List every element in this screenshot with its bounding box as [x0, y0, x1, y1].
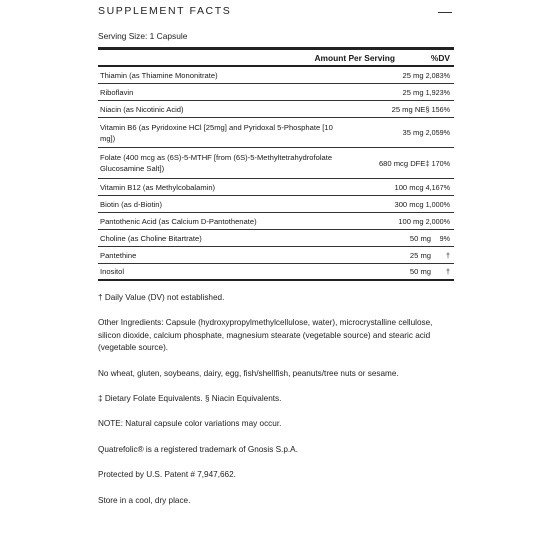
section-header[interactable]	[98, 2, 454, 20]
nutrient-amount: 25 mg	[402, 70, 424, 80]
nutrient-name: Choline (as Choline Bitartrate)	[100, 233, 202, 243]
trademark-note: Quatrefolic® is a registered trademark of Gnosis S.p.A.	[98, 444, 298, 454]
nutrient-dv: 4,167%	[425, 182, 450, 192]
nutrient-amount: 680 mcg DFE‡	[378, 158, 430, 168]
nutrient-amount: 50 mg	[409, 233, 431, 243]
nutrient-dv: 2,000%	[425, 216, 450, 226]
dv-footnote: † Daily Value (DV) not established.	[98, 293, 225, 302]
column-header-amount: Amount Per Serving	[314, 52, 395, 63]
color-note: NOTE: Natural capsule color variations may occur.	[98, 419, 282, 429]
nutrient-name: Pantethine	[100, 250, 137, 260]
nutrient-amount: 100 mcg	[394, 182, 424, 192]
table-row	[98, 247, 454, 264]
table-row	[98, 196, 454, 213]
table-row	[98, 101, 454, 118]
equivalents-footnote: ‡ Dietary Folate Equivalents. § Niacin Equivalents.	[98, 394, 282, 404]
nutrient-name: Vitamin B6 (as Pyridoxine HCl [25mg] and Pyridoxal 5-Phosphate [10 mg])	[100, 122, 333, 143]
nutrient-amount: 25 mg NE§	[391, 104, 430, 114]
nutrient-dv: 1,923%	[425, 87, 450, 97]
nutrient-amount: 50 mg	[409, 267, 431, 276]
nutrient-name: Inositol	[100, 267, 125, 276]
nutrient-dv: †	[446, 250, 450, 260]
nutrient-dv: 156%	[431, 104, 450, 114]
section-title: SUPPLEMENT FACTS	[98, 5, 232, 17]
nutrient-name: Vitamin B12 (as Methylcobalamin)	[100, 182, 216, 192]
allergen-statement: No wheat, gluten, soybeans, dairy, egg, fish/shellfish, peanuts/tree nuts or sesame.	[98, 368, 399, 378]
table-row	[98, 179, 454, 196]
facts-table-header	[98, 50, 454, 67]
label-notes	[98, 292, 454, 520]
table-row	[98, 148, 454, 179]
nutrient-amount: 25 mg	[409, 250, 431, 260]
nutrient-dv: 2,083%	[425, 70, 450, 80]
nutrient-name: Riboflavin	[100, 87, 134, 97]
table-row	[98, 118, 454, 148]
nutrient-dv: †	[446, 267, 450, 276]
nutrient-dv: 170%	[431, 158, 450, 168]
nutrient-dv: 1,000%	[425, 199, 450, 209]
table-row	[98, 264, 454, 281]
nutrient-name: Thiamin (as Thiamine Mononitrate)	[100, 70, 218, 80]
storage-note: Store in a cool, dry place.	[98, 495, 191, 505]
patent-note: Protected by U.S. Patent # 7,947,662.	[98, 470, 236, 480]
nutrient-amount: 35 mg	[402, 128, 424, 137]
serving-size: Serving Size: 1 Capsule	[98, 31, 188, 41]
table-row	[98, 67, 454, 84]
table-row	[98, 213, 454, 230]
collapse-icon[interactable]: —	[438, 3, 452, 19]
facts-table	[98, 47, 454, 281]
nutrient-amount: 300 mcg	[394, 199, 424, 209]
table-row	[98, 230, 454, 247]
column-header-dv: %DV	[430, 52, 450, 63]
nutrient-name: Folate (400 mcg as (6S)-5-MTHF [from (6S)-5-Methyltetrahydrofolate Glucosamine Salt])	[100, 153, 333, 173]
table-row	[98, 84, 454, 101]
nutrient-dv: 2,059%	[425, 128, 450, 137]
other-ingredients: Other Ingredients: Capsule (hydroxypropylmethylcellulose, water), microcrystalline cellulose, silicon dioxide, calcium phosphate, magnesium stearate (vegetable source) and stearic acid (vegetable source).	[98, 318, 433, 353]
nutrient-amount: 25 mg	[402, 87, 424, 97]
nutrient-name: Biotin (as d-Biotin)	[100, 199, 163, 209]
nutrient-name: Niacin (as Nicotinic Acid)	[100, 104, 184, 114]
nutrient-dv: 9%	[439, 233, 450, 243]
nutrient-name: Pantothenic Acid (as Calcium D-Pantothenate)	[100, 216, 257, 226]
nutrient-amount: 100 mg	[398, 216, 424, 226]
